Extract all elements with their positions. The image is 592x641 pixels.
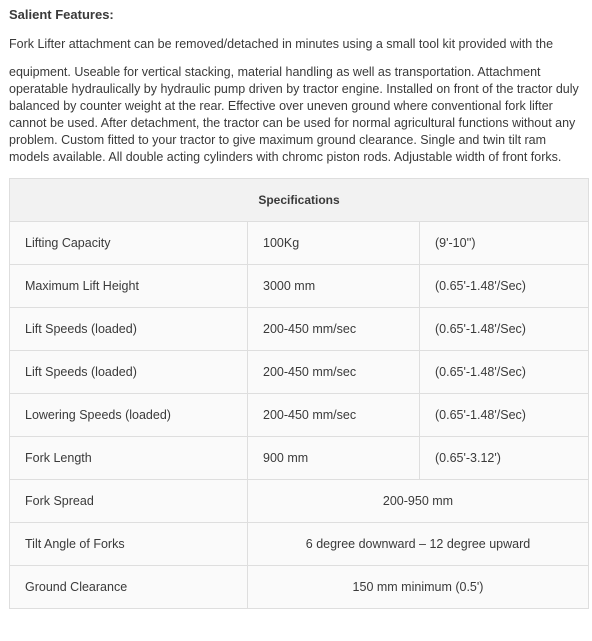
spec-imperial-cell: (0.65'-3.12') <box>420 437 589 480</box>
spec-value-cell: 200-950 mm <box>248 480 589 523</box>
spec-imperial-cell: (0.65'-1.48'/Sec) <box>420 308 589 351</box>
spec-imperial-cell: (0.65'-1.48'/Sec) <box>420 265 589 308</box>
spec-imperial-cell: (0.65'-1.48'/Sec) <box>420 351 589 394</box>
table-row <box>10 308 589 351</box>
spec-label-cell: Fork Length <box>10 437 248 480</box>
table-title: Specifications <box>10 179 589 222</box>
spec-label-cell: Ground Clearance <box>10 566 248 609</box>
table-row <box>10 480 589 523</box>
spec-imperial-cell: (9'-10'') <box>420 222 589 265</box>
spec-imperial-cell: (0.65'-1.48'/Sec) <box>420 394 589 437</box>
spec-label-cell: Lift Speeds (loaded) <box>10 308 248 351</box>
table-row <box>10 265 589 308</box>
spec-metric-cell: 3000 mm <box>248 265 420 308</box>
spec-label-cell: Lowering Speeds (loaded) <box>10 394 248 437</box>
table-row <box>10 222 589 265</box>
spec-metric-cell: 900 mm <box>248 437 420 480</box>
section-heading: Salient Features: <box>9 7 114 22</box>
spec-metric-cell: 100Kg <box>248 222 420 265</box>
spec-label-cell: Tilt Angle of Forks <box>10 523 248 566</box>
table-row <box>10 351 589 394</box>
spec-value-cell: 150 mm minimum (0.5') <box>248 566 589 609</box>
content-area <box>0 7 592 609</box>
spec-label-cell: Lifting Capacity <box>10 222 248 265</box>
spec-metric-cell: 200-450 mm/sec <box>248 394 420 437</box>
spec-label-cell: Lift Speeds (loaded) <box>10 351 248 394</box>
table-row <box>10 394 589 437</box>
table-body <box>10 222 589 609</box>
spec-label-cell: Fork Spread <box>10 480 248 523</box>
table-row <box>10 523 589 566</box>
spec-metric-cell: 200-450 mm/sec <box>248 308 420 351</box>
intro-paragraph: Fork Lifter attachment can be removed/detached in minutes using a small tool kit provided with the <box>9 37 554 51</box>
table-row <box>10 566 589 609</box>
table-row <box>10 437 589 480</box>
specifications-table <box>9 178 589 609</box>
spec-metric-cell: 200-450 mm/sec <box>248 351 420 394</box>
description-paragraph: equipment. Useable for vertical stacking, material handling as well as transportation. Attachment operatable hydraulically by hydraulic pump driven by tractor engine. Installed on front of the tractor duly balanced by counter weight at the rear. Effective over uneven ground where conventional fork lifter cannot be used. After detachment, the tractor can be used for normal agricultural functions without any problem. Custom fitted to your tractor to give maximum ground clearance. Single and twin tilt ram models available. All double acting cylinders with chromc piston rods. Adjustable width of front forks. <box>9 65 579 164</box>
spec-value-cell: 6 degree downward – 12 degree upward <box>248 523 589 566</box>
spec-label-cell: Maximum Lift Height <box>10 265 248 308</box>
table-header-row <box>10 179 589 222</box>
